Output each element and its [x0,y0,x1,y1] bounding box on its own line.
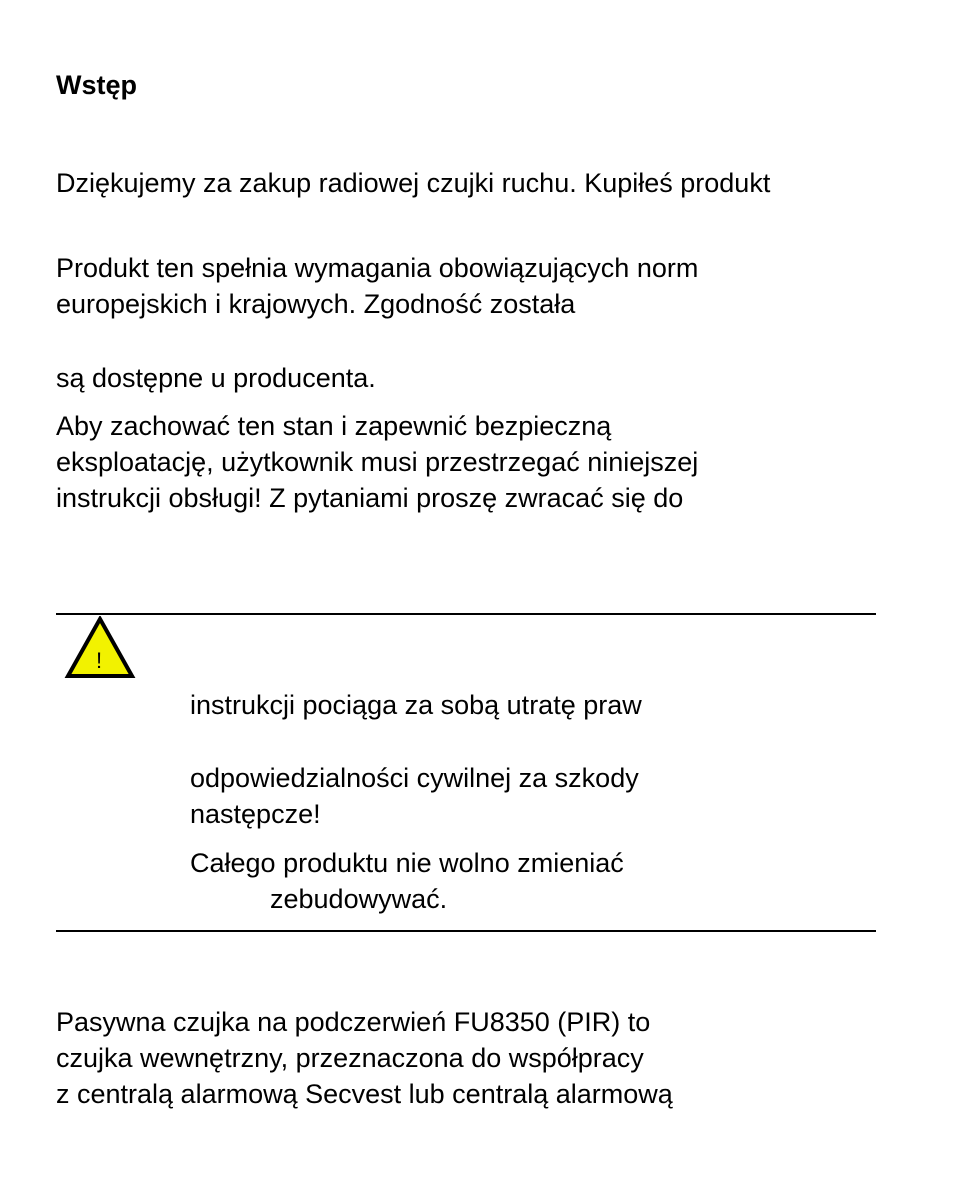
usage-line-1: Aby zachować ten stan i zapewnić bezpieczną [56,411,612,441]
description-line-3: z centralą alarmową Secvest lub centralą alarmową [56,1079,673,1109]
warning-line-3: następcze! [190,799,321,829]
warning-bottom-rule [56,930,876,932]
compliance-line-3: są dostępne u producenta. [56,363,376,393]
warning-line-5: zebudowywać. [270,884,448,914]
usage-line-2: eksploatację, użytkownik musi przestrzegać niniejszej [56,447,699,477]
section-heading: Wstęp [56,70,137,100]
compliance-line-1: Produkt ten spełnia wymagania obowiązujących norm [56,253,699,283]
warning-line-2: odpowiedzialności cywilnej za szkody [190,763,639,793]
warning-top-rule [56,613,876,615]
warning-line-1: instrukcji pociąga za sobą utratę praw [190,690,642,720]
description-line-2: czujka wewnętrzny, przeznaczona do współpracy [56,1043,644,1073]
usage-line-3: instrukcji obsługi! Z pytaniami proszę zwracać się do [56,483,684,513]
compliance-line-2: europejskich i krajowych. Zgodność została [56,289,576,319]
description-line-1: Pasywna czujka na podczerwień FU8350 (PIR) to [56,1007,651,1037]
intro-line-1: Dziękujemy za zakup radiowej czujki ruchu. Kupiłeś produkt [56,168,771,198]
warning-triangle-icon [64,616,136,680]
warning-exclamation-glyph: ! [95,648,103,673]
warning-line-4: Całego produktu nie wolno zmieniać [190,848,624,878]
